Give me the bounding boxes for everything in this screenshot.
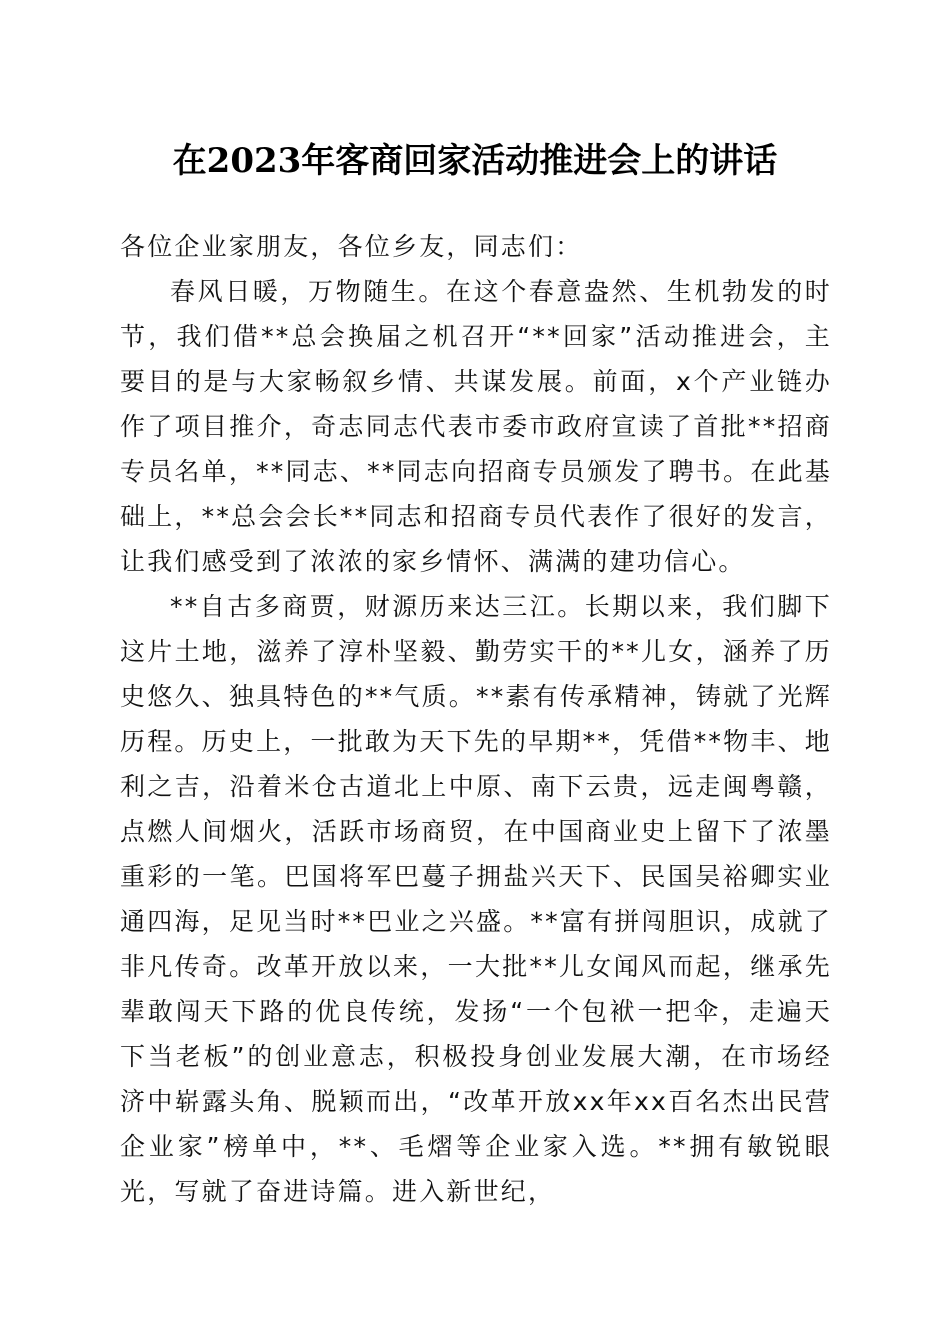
body-paragraph: **自古多商贾，财源历来达三江。长期以来，我们脚下这片土地，滋养了淳朴坚毅、勤劳实干的**儿女，涵养了历史悠久、独具特色的**气质。**素有传承精神，铸就了光辉历程。历史上，一批敢为天下先的早期**，凭借**物丰、地利之吉，沿着米仓古道北上中原、南下云贵，远走闽粤赣，点燃人间烟火，活跃市场商贸，在中国商业史上留下了浓墨重彩的一笔。巴国将军巴蔓子拥盐兴天下、民国吴裕卿实业通四海，足见当时**巴业之兴盛。**富有拼闯胆识，成就了非凡传奇。改革开放以来，一大批**儿女闻风而起，继承先辈敢闯天下路的优良传统，发扬“一个包袱一把伞，走遍天下当老板”的创业意志，积极投身创业发展大潮，在市场经济中崭露头角、脱颖而出，“改革开放xx年xx百名杰出民营企业家”榜单中，**、毛熠等企业家入选。**拥有敏锐眼光，写就了奋进诗篇。进入新世纪，: [120, 592, 832, 1206]
document-body: [120, 224, 832, 1214]
salutation: 各位企业家朋友，各位乡友，同志们：: [120, 232, 583, 261]
document-title: 在2023年客商回家活动推进会上的讲话: [172, 141, 778, 181]
body-paragraph: 春风日暖，万物随生。在这个春意盎然、生机勃发的时节，我们借**总会换届之机召开“**回家”活动推进会，主要目的是与大家畅叙乡情、共谋发展。前面，x个产业链办作了项目推介，奇志同志代表市委市政府宣读了首批**招商专员名单，**同志、**同志向招商专员颁发了聘书。在此基础上，**总会会长**同志和招商专员代表作了很好的发言，让我们感受到了浓浓的家乡情怀、满满的建功信心。: [120, 277, 832, 576]
